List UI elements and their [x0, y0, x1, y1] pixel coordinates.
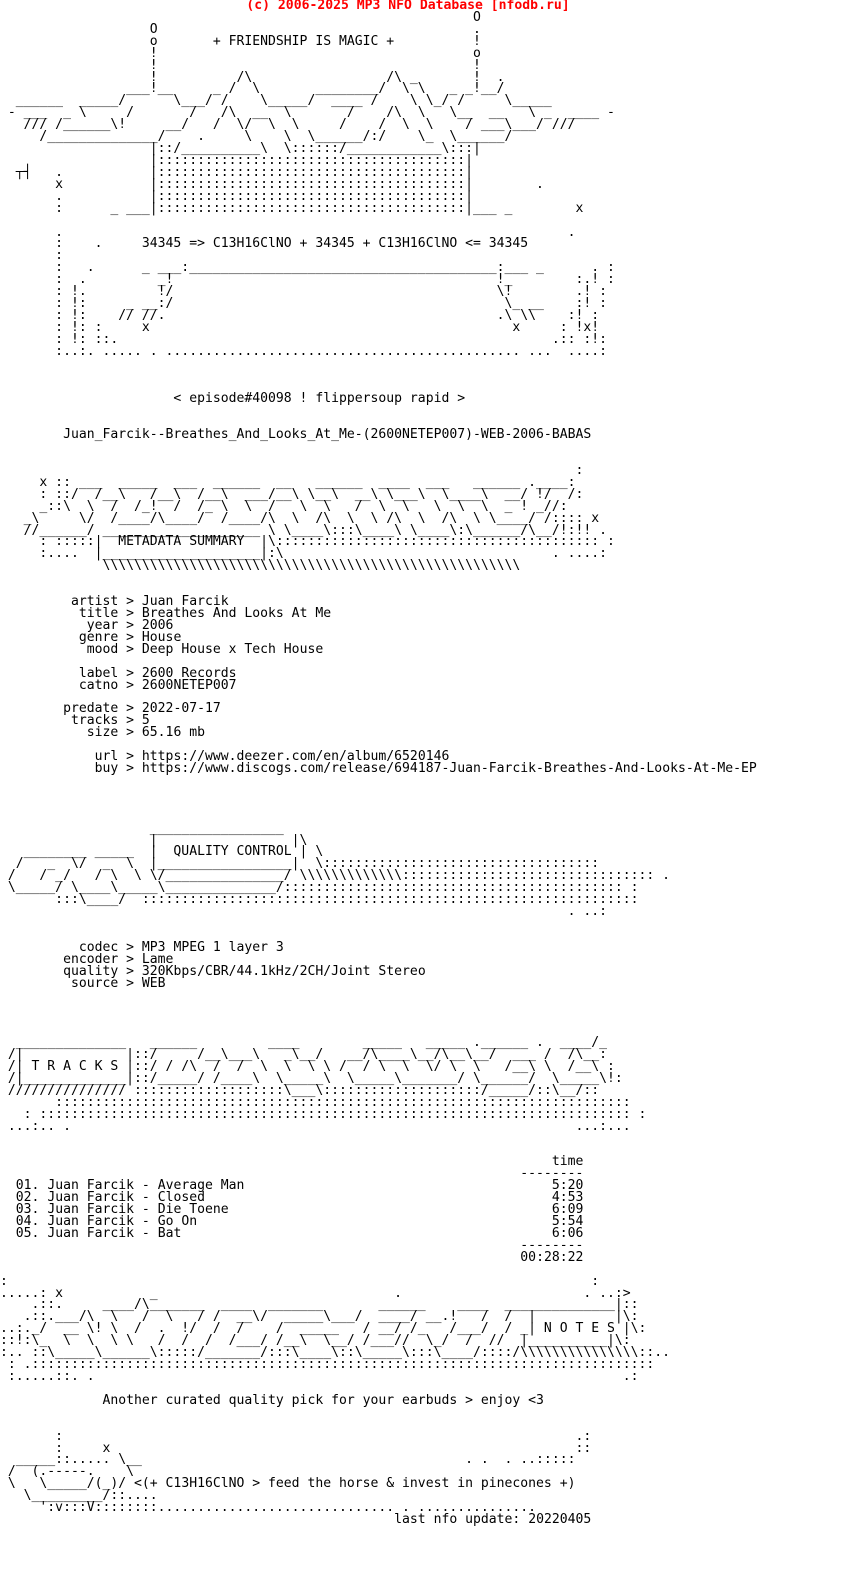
tracklist [0, 1154, 583, 1264]
track-time: 6:09 [551, 1202, 584, 1218]
quality-row: encoder > Lame [0, 951, 174, 967]
quality-value: Lame [141, 951, 174, 967]
track-artist: Juan Farcik [47, 1190, 135, 1206]
track-row: 02. Juan Farcik - Closed 4:53 [15, 1190, 584, 1206]
quality-value: MP3 MPEG 1 layer 3 [141, 939, 284, 955]
quality-row: quality > 320Kbps/CBR/44.1kHz/2CH/Joint Stereo [0, 963, 426, 979]
metadata-value: 65.16 mb [141, 725, 205, 741]
metadata-key: buy [0, 761, 119, 776]
tracklist-header: time -------- [520, 1154, 584, 1182]
track-time: 5:20 [551, 1178, 584, 1194]
track-time: 4:53 [551, 1190, 584, 1206]
quality-key: encoder [0, 951, 119, 967]
metadata-key: genre [0, 629, 119, 645]
metadata-value: Deep House x Tech House [141, 641, 324, 657]
metadata-value: Juan Farcik [141, 594, 229, 610]
track-title: Go On [157, 1214, 198, 1230]
quality-key: quality [0, 963, 119, 979]
quality-value: 320Kbps/CBR/44.1kHz/2CH/Joint Stereo [141, 963, 426, 979]
quality-row: codec > MP3 MPEG 1 layer 3 [0, 939, 284, 955]
notes-text: Another curated quality pick for your earbuds > enjoy <3 [102, 1392, 544, 1408]
footer-art-bottom: \_________/::.... ':v:::V::::::::.............................. . ............... [23, 1488, 537, 1516]
track-row: 03. Juan Farcik - Die Toene 6:09 [15, 1202, 584, 1218]
metadata-block [0, 594, 757, 776]
metadata-row: genre > House [0, 629, 182, 645]
last-update-label: last nfo update: [394, 1512, 521, 1528]
metadata-value: https://www.deezer.com/en/album/6520146 [141, 749, 450, 765]
track-number: 02. [15, 1190, 40, 1206]
metadata-value: 2022-07-17 [141, 701, 221, 717]
track-row: 01. Juan Farcik - Average Man 5:20 [15, 1178, 584, 1194]
metadata-row: size > 65.16 mb [0, 725, 205, 741]
metadata-value: House [141, 629, 182, 645]
metadata-key: title [0, 606, 119, 622]
metadata-value: 5 [141, 713, 150, 729]
track-row: 05. Juan Farcik - Bat 6:06 [15, 1225, 584, 1241]
quality-key: source [0, 975, 119, 991]
site-header: (c) 2006-2025 MP3 NFO Database [nfodb.ru] [246, 0, 570, 13]
tracks-art: ______________ ______ ____ _____ _____ .______ . ____/_ /| |::/ /__\___\ _\__/ __/\____\__/\__\__/ ___ / /\__: /| T R A C K S |::/ / /\ / / \ \ \ \ / / \ \ \/ \ \ /__\ \ /__\ : /|_____________|::/_____/ /____\ \_____\ \_____\_______/ \______/ \_____\!: /////////////// :::::::::::::::::::\___\::::::::::::::::::::/_____/::\__/:: ::::::::::::::::::::::::::::::::::::::::::::::::::::::::::::::::::::::::: : ::::::::::::::::::::::::::::::::::::::::::::::::::::::::::::::::::::::::::: : ...:.. . ...:... [7, 1035, 647, 1134]
metadata-key: predate [0, 701, 119, 717]
track-row: 04. Juan Farcik - Go On 5:54 [15, 1214, 584, 1230]
track-artist: Juan Farcik [47, 1178, 135, 1194]
metadata-row: label > 2600 Records [0, 665, 237, 681]
metadata-row: tracks > 5 [0, 713, 150, 729]
total-time: 00:28:22 [520, 1249, 584, 1265]
metadata-row: catno > 2600NETEP007 [0, 677, 237, 693]
metadata-row: buy > https://www.discogs.com/release/694187-Juan-Farcik-Breathes-And-Looks-At-Me-EP [0, 761, 757, 776]
metadata-row: mood > Deep House x Tech House [0, 641, 324, 657]
metadata-key: artist [0, 594, 119, 610]
tracklist-total: -------- [520, 1237, 584, 1253]
track-artist: Juan Farcik [47, 1225, 135, 1241]
metadata-value: 2006 [141, 617, 174, 633]
notes-text-line [0, 1393, 544, 1408]
metadata-row: artist > Juan Farcik [0, 594, 229, 610]
nfo-art-top: O O . o + FRIENDSHIP IS MAGIC + ! ! o ! ! ! /\ /\ _ ! . ___!__ _ / \ ________/ \ \ _ _!__/ ______ _____/ \___/ / \_____/ ____ / \ \_/ / \_____ - ___ _ \ / / /\ __ \ / /\ \ \__ __ \ _ ____ - /// /______\! __/ / \/ \ \ / / \ \ / ___\___/ /// /______________/ . \ \ \______/:/ \_ \______/ |::/__________\ \::::::/____________\:::| |:::::::::::::::::::::::::::::::::::::::| ┬┤ . |:::::::::::::::::::::::::::::::::::::::| x |:::::::::::::::::::::::::::::::::::::::| . . |:::::::::::::::::::::::::::::::::::::::| : _ ___|:::::::::::::::::::::::::::::::::::::::|___ _ x . . : . 34345 => C13H16ClNO + 34345 + C13H16ClNO <= 34345 : : . _ ___:_______________________________________:___ _ . : : . _! !_ :.! : : !. !/ \! .! : : !: _ __:/ \_ __ :! : : !: // //. .\ \\ :! : : !: : x x : !x! : !: ::. .:: :!: :..:. ..... . ............................................. ... ....: < episode#40098 ! flippersoup rapid > Juan_Farcik--Breathes_And_Looks_At_Me-(2600NETEP007)-WEB-2006-BABAS : x :: ___ _____ ___ ______ __ ______ ____ ___ ______ .____: : ::/ /__\ /__\ /__\ ___/__\ \__\ __\ \___\ \____\ __/ !/ /: _::\ \ / /_! / /_ \ \ / \ \ / \ \ \ \ \ _ ! _//: _\ \/ /____/\____/ /____/\ \ /\ \ \ /\ \ /\ \ \____/ /:::: x //______/ ____________________ \ \____\:::\____\ \____\:\______/\__/!:!! . : :::::| METADATA SUMMARY |\::::::::::::::::::::::::::::::::::::::::: : :.... |____________________|:\ . ....: \\\\\\\\\\\\\\\\\\\\\\\\\\\\\\\\\\\\\\\\\\\\\\\\\\\\\ [7, 9, 615, 574]
metadata-key: label [0, 665, 119, 681]
track-time: 6:06 [551, 1225, 584, 1241]
metadata-value: https://www.discogs.com/release/694187-Juan-Farcik-Breathes-And-Looks-At-Me-EP [141, 761, 757, 776]
quality-art: _________________ | |\ ________ _____ | QUALITY CONTROL | \ / _ \/ _ \ |_________________| \::::::::::::::::::::::::::::::::::: / / _/ / \ \ \/_______________/ \\\\\\\\\\\\\:::::::::::::::::::::::::::::::: . \_____/ \____\_____\______________/::::::::::::::::::::::::::::::::::::::::::: : :::\____/ ::::::::::::::::::::::::::::::::::::::::::::::::::::::::::::::: . ..: [7, 820, 671, 920]
metadata-value: Breathes And Looks At Me [141, 606, 332, 622]
track-artist: Juan Farcik [47, 1202, 135, 1218]
metadata-row: title > Breathes And Looks At Me [0, 606, 332, 622]
notes-art: : : .....: x _ . . ..:> .::. ____/\_______ ____ _______ ______ ____ ______________|:: .::.___/\ \ / \ / / __\/ _____\___/ ____/ __.! / / | |\: ..:._/ __ \! \ / . !/ / / / _____ / __/ /_ /___/ / _| N O T E S |\: ::!:\_ \ \ \ \ / / / /___/ /__\ \__/ /___// \_/ / // |__________|\: :.. ::\_____\______\:::::/_______/:::\____\::\_____\:::\____/::::/\\\\\\\\\\\\\\\::.. : .::::::::::::::::::::::::::::::::::::::::::::::::::::::::::::::::::::::::::::::: :.....::. . .: [0, 1273, 671, 1385]
track-number: 05. [15, 1225, 40, 1241]
last-update-value: 20220405 [528, 1512, 592, 1528]
metadata-value: 2600 Records [141, 665, 237, 681]
metadata-row: predate > 2022-07-17 [0, 701, 221, 717]
track-title: Bat [157, 1225, 182, 1241]
metadata-key: tracks [0, 713, 119, 729]
footer-message: C13H16ClNO > feed the horse & invest in pinecones +) [165, 1476, 576, 1492]
quality-value: WEB [141, 975, 166, 991]
metadata-key: catno [0, 677, 119, 693]
track-number: 01. [15, 1178, 40, 1194]
track-title: Die Toene [157, 1202, 229, 1218]
track-artist: Juan Farcik [47, 1214, 135, 1230]
metadata-key: url [0, 749, 119, 765]
last-update-line [0, 1512, 591, 1527]
track-time: 5:54 [551, 1214, 584, 1230]
metadata-key: year [0, 617, 119, 633]
footer-art: : .: : x :: _____::..... \__ . . . ..::::: / (.-----. \ \ \_____/(_)/ <(+ [7, 1428, 592, 1492]
track-title: Average Man [157, 1178, 245, 1194]
metadata-value: 2600NETEP007 [141, 677, 237, 693]
quality-block [0, 940, 426, 991]
track-title: Closed [157, 1190, 206, 1206]
metadata-row: year > 2006 [0, 617, 174, 633]
track-number: 04. [15, 1214, 40, 1230]
quality-key: codec [0, 939, 119, 955]
metadata-row: url > https://www.deezer.com/en/album/6520146 [0, 749, 450, 765]
quality-row: source > WEB [0, 975, 166, 991]
track-number: 03. [15, 1202, 40, 1218]
metadata-key: size [0, 725, 119, 741]
metadata-key: mood [0, 641, 119, 657]
